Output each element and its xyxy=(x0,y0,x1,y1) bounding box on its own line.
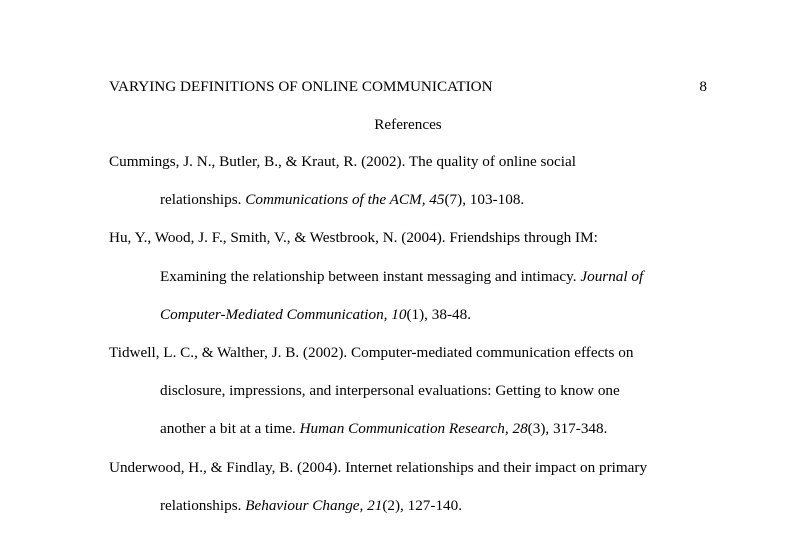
reference-first-line xyxy=(109,342,633,364)
reference-italic-text: Journal of xyxy=(580,267,644,285)
references-heading: References xyxy=(374,116,442,133)
running-head-title: VARYING DEFINITIONS OF ONLINE COMMUNICATION xyxy=(109,78,493,95)
reference-text: another a bit at a time. xyxy=(160,420,300,438)
reference-text: Examining the relationship between instant messaging and intimacy. xyxy=(160,267,581,285)
reference-text: (7), 103-108. xyxy=(444,191,525,209)
reference-continuation-line xyxy=(160,304,471,326)
reference-first-line xyxy=(109,151,576,173)
reference-continuation-line xyxy=(160,380,620,402)
reference-italic-text: Human Communication Research, 28 xyxy=(299,420,528,438)
page-number: 8 xyxy=(699,78,707,95)
reference-continuation-line xyxy=(160,189,524,211)
reference-text: relationships. xyxy=(160,191,246,209)
running-head xyxy=(109,77,707,97)
reference-italic-text: Computer-Mediated Communication, 10 xyxy=(160,305,407,323)
reference-continuation-line xyxy=(160,266,643,288)
reference-text: relationships. xyxy=(160,496,246,514)
reference-text: Hu, Y., Wood, J. F., Smith, V., & Westbrook, N. (2004). Friendships through IM: xyxy=(109,229,598,247)
reference-text: (1), 38-48. xyxy=(406,305,472,323)
reference-continuation-line xyxy=(160,418,607,440)
reference-text: disclosure, impressions, and interpersonal evaluations: Getting to know one xyxy=(160,382,620,400)
reference-first-line xyxy=(109,457,647,479)
reference-italic-text: Behaviour Change, 21 xyxy=(245,496,383,514)
reference-continuation-line xyxy=(160,495,462,517)
reference-text: Tidwell, L. C., & Walther, J. B. (2002). Computer-mediated communication effects on xyxy=(109,344,634,361)
reference-italic-text: Communications of the ACM, 45 xyxy=(245,191,445,209)
reference-text: (2), 127-140. xyxy=(382,496,463,514)
reference-first-line xyxy=(109,227,598,249)
reference-text: Underwood, H., & Findlay, B. (2004). Internet relationships and their impact on primary xyxy=(109,458,648,476)
reference-text: Cummings, J. N., Butler, B., & Kraut, R. (2002). The quality of online social xyxy=(109,153,576,170)
reference-text: (3), 317-348. xyxy=(527,420,608,438)
